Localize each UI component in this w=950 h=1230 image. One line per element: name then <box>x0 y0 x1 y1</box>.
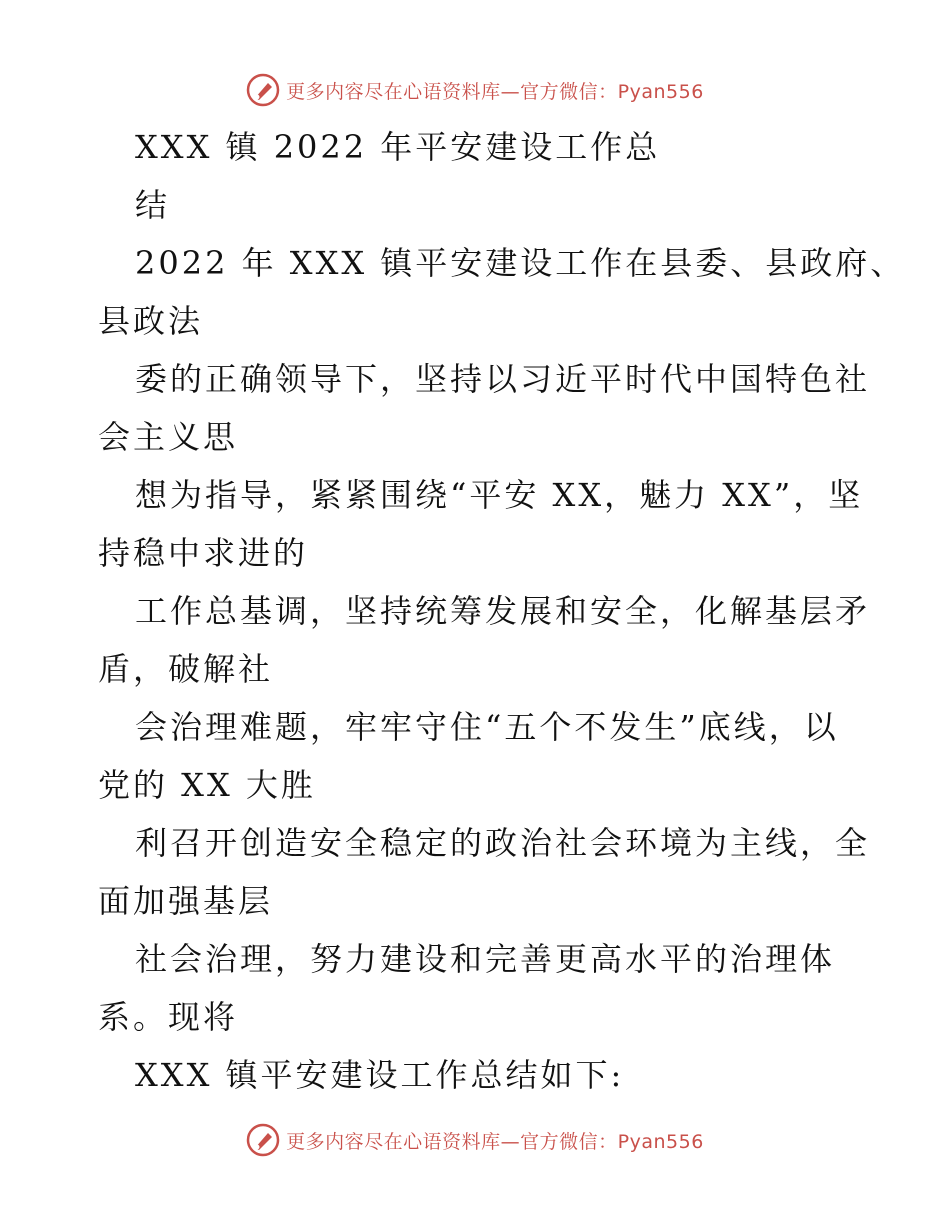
title-line-2: 结 <box>135 186 171 224</box>
paragraph-line: 会主义思 <box>98 418 239 456</box>
paragraph-line: 会治理难题，牢牢守住“五个不发生”底线，以 <box>135 708 839 746</box>
paragraph-line: 系。现将 <box>98 998 239 1036</box>
paragraph-line: 利召开创造安全稳定的政治社会环境为主线，全 <box>135 824 871 862</box>
watermark-text: 更多内容尽在心语资料库—官方微信：Pyan556 <box>286 80 704 103</box>
paragraph-line: 党的 XX 大胜 <box>98 766 316 804</box>
paragraph-line: 县政法 <box>98 302 204 340</box>
paragraph-line: 想为指导，紧紧围绕“平安 XX，魅力 XX”，坚 <box>135 476 864 514</box>
watermark-text: 更多内容尽在心语资料库—官方微信：Pyan556 <box>286 1130 704 1153</box>
paragraph-line: 盾，破解社 <box>98 650 274 688</box>
paragraph-line: 面加强基层 <box>98 882 274 920</box>
paragraph-line: XXX 镇平安建设工作总结如下: <box>135 1056 625 1094</box>
paragraph-line: 工作总基调，坚持统筹发展和安全，化解基层矛 <box>135 592 871 630</box>
footer-watermark-banner <box>0 1122 950 1158</box>
paragraph-line: 社会治理，努力建设和完善更高水平的治理体 <box>135 940 836 978</box>
title-line-1: XXX 镇 2022 年平安建设工作总 <box>135 128 661 166</box>
paragraph-line: 持稳中求进的 <box>98 534 309 572</box>
paragraph-line: 2022 年 XXX 镇平安建设工作在县委、县政府、 <box>135 244 906 282</box>
pen-logo-icon <box>246 1123 280 1157</box>
paragraph-line: 委的正确领导下，坚持以习近平时代中国特色社 <box>135 360 871 398</box>
